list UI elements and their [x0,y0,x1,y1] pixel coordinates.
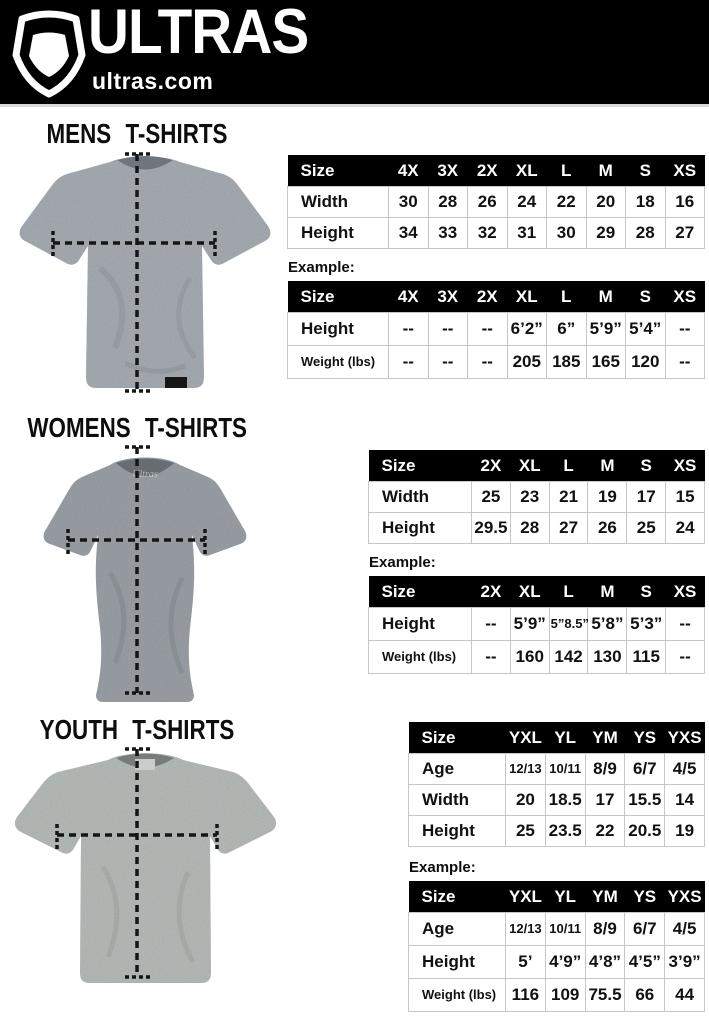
table-row [409,785,705,816]
cell-value: 20 [586,187,626,218]
size-column-header: 3X [428,281,468,313]
cell-value: 6” [547,313,587,346]
youth-size-table-wrap [408,722,705,847]
row-label: Height [369,608,472,641]
cell-value: 130 [588,641,627,674]
mens-size-table [287,155,705,249]
cell-value: 5’ [506,946,546,979]
size-column-header: 4X [389,155,429,187]
table-row [409,913,705,946]
row-label: Weight (lbs) [369,641,472,674]
cell-value: 28 [428,187,468,218]
cell-value: 16 [665,187,705,218]
cell-value: 32 [468,218,508,249]
size-column-header: YL [545,722,585,754]
mens-example-table-wrap [287,281,705,379]
cell-value: -- [472,641,511,674]
size-column-header: YXS [665,722,705,754]
size-column-header: M [586,281,626,313]
size-column-header: M [588,576,627,608]
header-row [409,722,705,754]
cell-value: 15 [666,482,705,513]
cell-value: 31 [507,218,547,249]
cell-value: -- [665,313,705,346]
header-row [288,281,705,313]
cell-value: 26 [468,187,508,218]
youth-example-table-wrap [408,881,705,1012]
pentagon-shield-icon [12,5,86,99]
header-row [369,576,705,608]
cell-value: 6/7 [625,913,665,946]
size-column-header: 4X [389,281,429,313]
size-column-header: YXS [665,881,705,913]
table-row [409,946,705,979]
cell-value: -- [468,313,508,346]
cell-value: -- [389,313,429,346]
table-row [288,313,705,346]
row-label: Age [409,913,506,946]
size-column-header: L [547,281,587,313]
size-column-header: M [588,450,627,482]
womens-tshirt-body [44,458,247,703]
cell-value: -- [666,608,705,641]
cell-value: 5’3” [627,608,666,641]
size-column-header: 2X [472,450,511,482]
brand-title: ULTRAS [88,0,309,67]
cell-value: 18 [626,187,666,218]
size-column-header: 3X [428,155,468,187]
cell-value: 12/13 [506,754,546,785]
size-label-header: Size [369,576,472,608]
size-column-header: YXL [506,881,546,913]
row-label: Height [288,218,389,249]
cell-value: 120 [626,346,666,379]
cell-value: 185 [547,346,587,379]
size-column-header: S [626,155,666,187]
size-column-header: 2X [472,576,511,608]
size-column-header: XS [665,281,705,313]
youth-tshirt-image [8,742,283,1014]
size-column-header: YS [625,722,665,754]
cell-value: 4’9” [545,946,585,979]
cell-value: 205 [507,346,547,379]
size-column-header: L [549,576,588,608]
size-column-header: S [627,576,666,608]
cell-value: 29.5 [472,513,511,544]
cell-value: 3’9” [665,946,705,979]
cell-value: 10/11 [545,754,585,785]
row-label: Height [409,946,506,979]
womens-size-table-wrap [368,450,705,544]
cell-value: -- [665,346,705,379]
cell-value: -- [472,608,511,641]
cell-value: -- [468,346,508,379]
cell-value: -- [428,313,468,346]
table-row [409,979,705,1012]
cell-value: 30 [389,187,429,218]
size-label-header: Size [288,155,389,187]
cell-value: 5’9” [510,608,549,641]
cell-value: 5’8” [588,608,627,641]
cell-value: 10/11 [545,913,585,946]
size-column-header: 2X [468,155,508,187]
cell-value: 44 [665,979,705,1012]
hem-tag [165,377,187,388]
cell-value: 25 [472,482,511,513]
header-row [288,155,705,187]
cell-value: 27 [665,218,705,249]
womens-example-table-wrap [368,576,705,674]
size-column-header: XS [665,155,705,187]
table-row [288,187,705,218]
table-row [288,218,705,249]
size-column-header: YXL [506,722,546,754]
header-row [369,450,705,482]
size-label-header: Size [369,450,472,482]
cell-value: -- [428,346,468,379]
mens-size-table-wrap [287,155,705,249]
cell-value: 28 [510,513,549,544]
row-label: Weight (lbs) [409,979,506,1012]
cell-value: 4’5” [625,946,665,979]
brand-domain: ultras.com [92,68,214,94]
mens-example-label: Example: [288,259,355,276]
size-column-header: YM [585,722,625,754]
cell-value: 20 [506,785,546,816]
womens-section-title: WOMENS T-SHIRTS [27,412,247,443]
cell-value: 30 [547,218,587,249]
size-column-header: XL [510,450,549,482]
mens-tshirt-image [5,148,285,406]
cell-value: 5’4” [626,313,666,346]
size-column-header: XL [507,155,547,187]
cell-value: 4/5 [665,754,705,785]
womens-example-table [368,576,705,674]
cell-value: 109 [545,979,585,1012]
cell-value: 4’8” [585,946,625,979]
cell-value: 142 [549,641,588,674]
cell-value: 165 [586,346,626,379]
cell-value: 8/9 [585,913,625,946]
size-column-header: XL [510,576,549,608]
size-column-header: L [549,450,588,482]
size-label-header: Size [409,722,506,754]
cell-value: 116 [506,979,546,1012]
cell-value: 66 [625,979,665,1012]
size-column-header: XL [507,281,547,313]
mens-section-title: MENS T-SHIRTS [46,118,228,149]
cell-value: 21 [549,482,588,513]
table-row [369,608,705,641]
cell-value: 20.5 [625,816,665,847]
cell-value: 19 [665,816,705,847]
cell-value: 25 [506,816,546,847]
cell-value: 5’9” [586,313,626,346]
row-label: Weight (lbs) [288,346,389,379]
cell-value: 29 [586,218,626,249]
mens-example-table [287,281,705,379]
size-column-header: S [627,450,666,482]
row-label: Height [288,313,389,346]
size-column-header: M [586,155,626,187]
cell-value: 115 [627,641,666,674]
cell-value: 5”8.5” [549,608,588,641]
cell-value: 14 [665,785,705,816]
womens-size-table [368,450,705,544]
cell-value: 27 [549,513,588,544]
cell-value: 34 [389,218,429,249]
table-row [369,482,705,513]
row-label: Age [409,754,506,785]
table-row [409,754,705,785]
cell-value: 17 [627,482,666,513]
cell-value: 24 [507,187,547,218]
size-label-header: Size [409,881,506,913]
youth-example-label: Example: [409,859,476,876]
size-column-header: YM [585,881,625,913]
womens-example-label: Example: [369,554,436,571]
youth-section-title: YOUTH T-SHIRTS [39,714,235,745]
table-row [369,641,705,674]
row-label: Width [288,187,389,218]
size-column-header: YL [545,881,585,913]
cell-value: -- [666,641,705,674]
row-label: Width [369,482,472,513]
cell-value: 22 [547,187,587,218]
cell-value: 160 [510,641,549,674]
cell-value: 75.5 [585,979,625,1012]
cell-value: 8/9 [585,754,625,785]
header-row [409,881,705,913]
row-label: Height [369,513,472,544]
size-column-header: 2X [468,281,508,313]
size-column-header: XS [666,450,705,482]
cell-value: 25 [627,513,666,544]
table-row [409,816,705,847]
row-label: Width [409,785,506,816]
cell-value: 18.5 [545,785,585,816]
size-column-header: YS [625,881,665,913]
cell-value: 19 [588,482,627,513]
row-label: Height [409,816,506,847]
size-column-header: S [626,281,666,313]
cell-value: 26 [588,513,627,544]
size-column-header: XS [666,576,705,608]
cell-value: 23.5 [545,816,585,847]
cell-value: 23 [510,482,549,513]
cell-value: 33 [428,218,468,249]
size-column-header: L [547,155,587,187]
collar-label: Ultras [132,469,158,480]
youth-size-table [408,722,705,847]
table-row [288,346,705,379]
site-header [0,0,709,107]
cell-value: 6’2” [507,313,547,346]
size-label-header: Size [288,281,389,313]
cell-value: 24 [666,513,705,544]
cell-value: 6/7 [625,754,665,785]
table-row [369,513,705,544]
cell-value: -- [389,346,429,379]
cell-value: 12/13 [506,913,546,946]
youth-example-table [408,881,705,1012]
cell-value: 17 [585,785,625,816]
cell-value: 22 [585,816,625,847]
youth-tshirt-body [15,753,276,983]
cell-value: 28 [626,218,666,249]
cell-value: 4/5 [665,913,705,946]
womens-tshirt-image [10,443,280,711]
cell-value: 15.5 [625,785,665,816]
mens-tshirt-body [20,156,271,388]
